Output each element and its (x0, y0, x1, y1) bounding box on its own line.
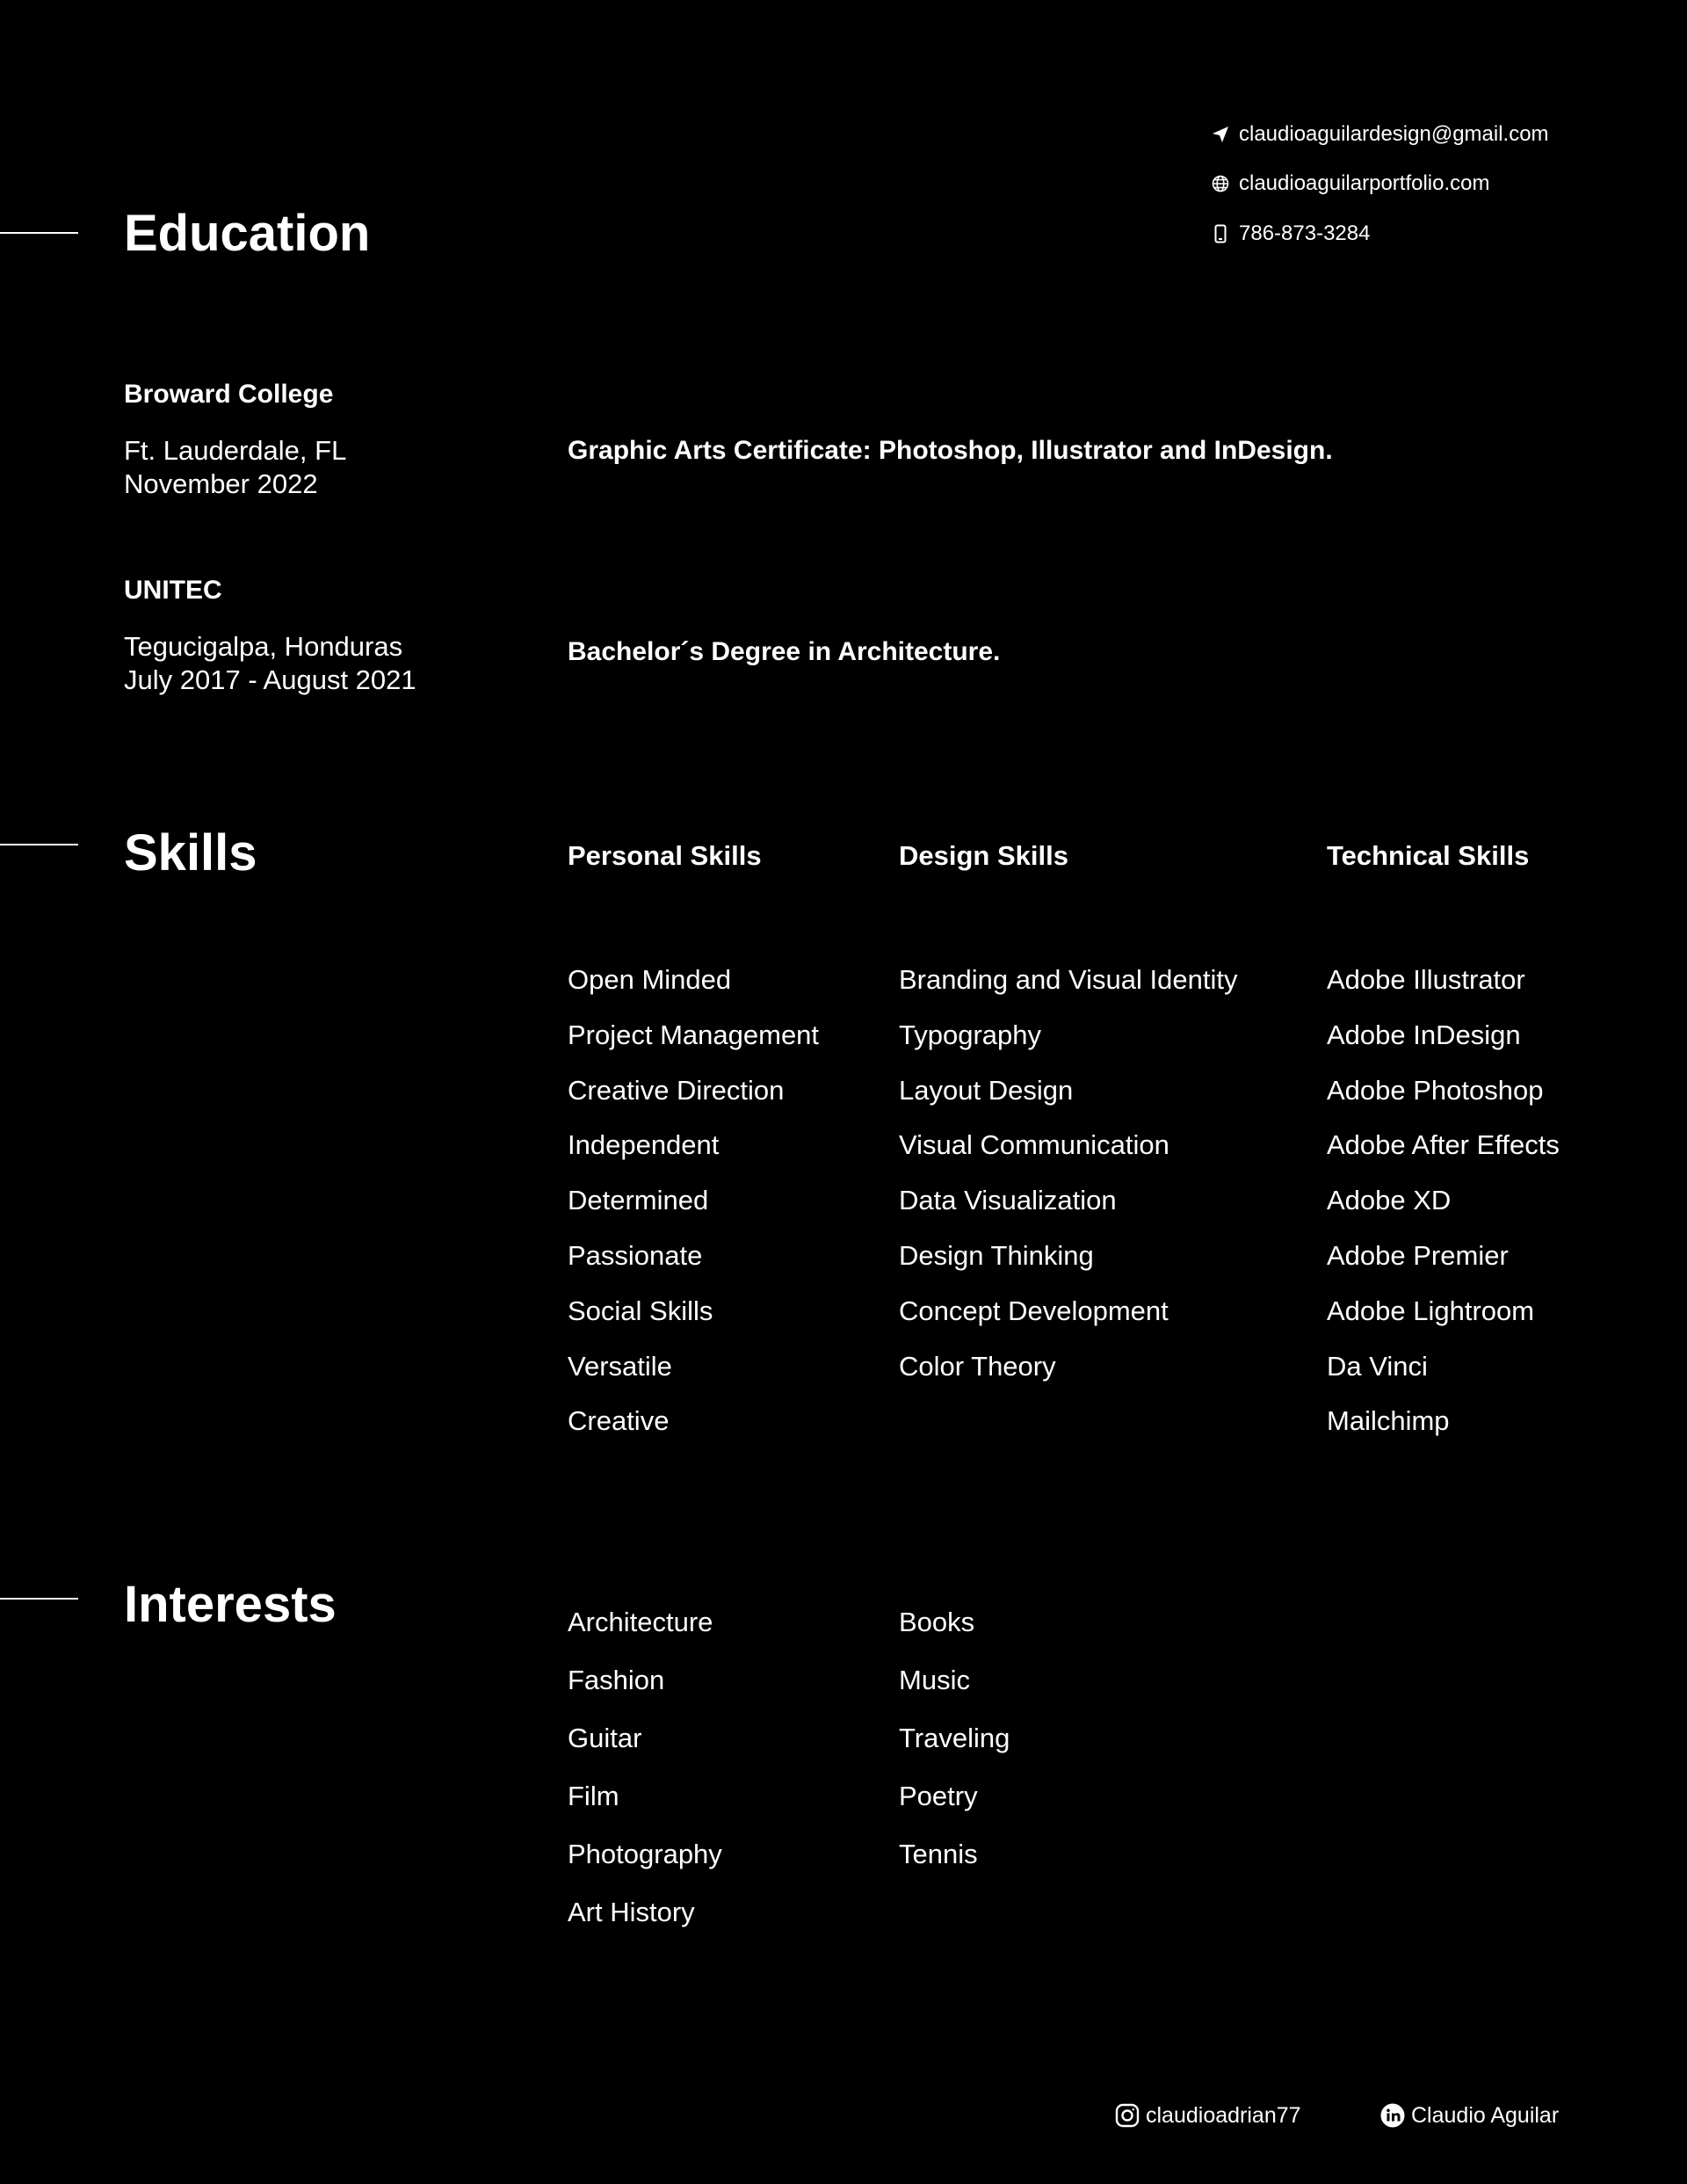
technical-skills-title: Technical Skills (1327, 840, 1530, 871)
globe-icon (1211, 174, 1230, 193)
interest-item: Tennis (899, 1839, 978, 1869)
personal-skill-item: Open Minded (568, 964, 732, 995)
technical-skill-item: Adobe XD (1327, 1185, 1452, 1216)
design-skill-item: Data Visualization (899, 1185, 1117, 1216)
personal-skill-item: Creative Direction (568, 1074, 785, 1106)
linkedin-icon (1379, 2102, 1406, 2129)
personal-skill-item: Social Skills (568, 1295, 713, 1326)
edu-meta-2 (124, 630, 416, 697)
education-heading: Education (124, 205, 371, 262)
technical-skill-item: Adobe Lightroom (1327, 1295, 1535, 1326)
edu-meta-1 (124, 434, 346, 501)
personal-skills-column (568, 842, 819, 1449)
personal-skill-item: Versatile (568, 1350, 672, 1382)
design-skill-item: Branding and Visual Identity (899, 964, 1238, 995)
interest-item: Photography (568, 1839, 722, 1869)
interest-item: Music (899, 1665, 970, 1695)
personal-skill-item: Determined (568, 1185, 709, 1216)
design-skill-item: Visual Communication (899, 1129, 1169, 1161)
personal-skills-title: Personal Skills (568, 840, 762, 871)
send-icon (1211, 125, 1230, 144)
contact-website[interactable] (1211, 171, 1490, 196)
edu-degree-2: Bachelor´s Degree in Architecture. (568, 637, 1001, 666)
edu-school-2: UNITEC (124, 576, 222, 605)
edu-school-1: Broward College (124, 380, 334, 409)
phone-icon (1211, 224, 1230, 243)
personal-skill-item: Creative (568, 1405, 670, 1437)
instagram-handle[interactable]: claudioadrian77 (1146, 2102, 1301, 2128)
education-rule (0, 232, 78, 234)
skills-heading: Skills (124, 824, 257, 882)
technical-skill-item: Adobe Premier (1327, 1239, 1509, 1271)
interests-heading: Interests (124, 1576, 337, 1633)
website-text[interactable]: claudioaguilarportfolio.com (1239, 171, 1490, 195)
instagram-icon (1114, 2102, 1140, 2129)
interest-item: Books (899, 1607, 975, 1637)
edu-date-1: November 2022 (124, 468, 318, 499)
interests-column-2 (899, 1593, 1010, 1883)
interest-item: Architecture (568, 1607, 713, 1637)
interests-column-1 (568, 1593, 722, 1941)
interest-item: Fashion (568, 1665, 665, 1695)
design-skills-column (899, 842, 1237, 1394)
interests-rule (0, 1598, 78, 1600)
technical-skill-item: Adobe Illustrator (1327, 964, 1525, 995)
technical-skill-item: Adobe Photoshop (1327, 1074, 1544, 1106)
interest-item: Guitar (568, 1723, 642, 1753)
personal-skill-item: Project Management (568, 1019, 820, 1050)
personal-skill-item: Independent (568, 1129, 720, 1161)
technical-skill-item: Mailchimp (1327, 1405, 1450, 1437)
edu-date-2: July 2017 - August 2021 (124, 664, 416, 695)
design-skill-item: Layout Design (899, 1074, 1074, 1106)
design-skill-item: Typography (899, 1019, 1041, 1050)
technical-skills-list (1327, 953, 1560, 1449)
technical-skill-item: Adobe After Effects (1327, 1129, 1560, 1161)
design-skill-item: Color Theory (899, 1350, 1056, 1382)
interest-item: Traveling (899, 1723, 1010, 1753)
interests-list-1 (568, 1593, 722, 1941)
edu-location-1: Ft. Lauderdale, FL (124, 435, 347, 466)
interest-item: Film (568, 1781, 619, 1811)
linkedin-link[interactable] (1379, 2102, 1559, 2129)
interest-item: Poetry (899, 1781, 978, 1811)
technical-skill-item: Adobe InDesign (1327, 1019, 1521, 1050)
edu-degree-1: Graphic Arts Certificate: Photoshop, Illustrator and InDesign. (568, 436, 1333, 465)
technical-skills-column (1327, 842, 1560, 1449)
email-text[interactable]: claudioaguilardesign@gmail.com (1239, 122, 1549, 146)
design-skill-item: Design Thinking (899, 1239, 1094, 1271)
personal-skills-list (568, 953, 819, 1449)
design-skills-list (899, 953, 1237, 1394)
design-skill-item: Concept Development (899, 1295, 1169, 1326)
edu-location-2: Tegucigalpa, Honduras (124, 631, 403, 662)
contact-email[interactable] (1211, 122, 1549, 147)
interest-item: Art History (568, 1897, 695, 1927)
technical-skill-item: Da Vinci (1327, 1350, 1428, 1382)
personal-skill-item: Passionate (568, 1239, 703, 1271)
contact-phone[interactable] (1211, 221, 1370, 246)
linkedin-name[interactable]: Claudio Aguilar (1411, 2102, 1560, 2128)
phone-text[interactable]: 786-873-3284 (1239, 221, 1371, 245)
design-skills-title: Design Skills (899, 840, 1068, 871)
interests-list-2 (899, 1593, 1010, 1883)
skills-rule (0, 844, 78, 845)
instagram-link[interactable] (1114, 2102, 1301, 2129)
